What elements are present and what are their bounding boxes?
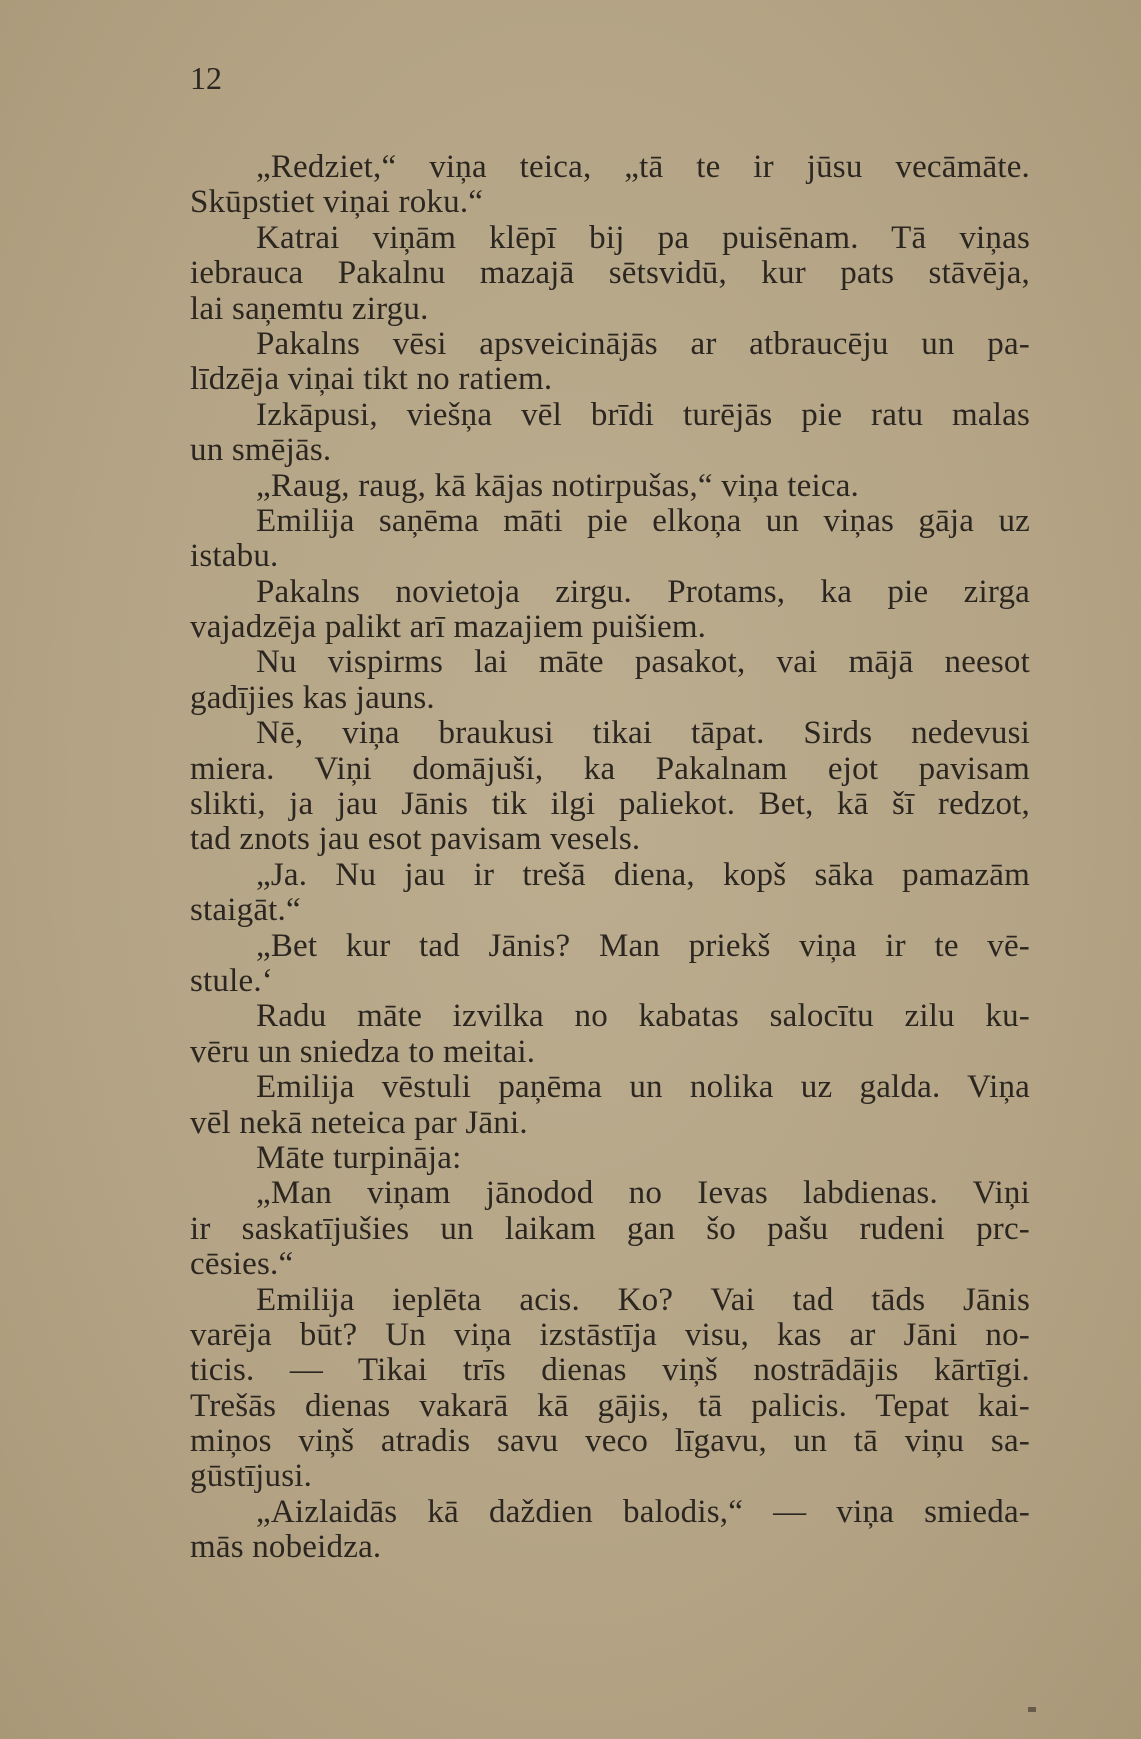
text-line: lai saņemtu zirgu. <box>190 290 429 327</box>
text-line: Nē, viņa braukusi tikai tāpat. Sirds nedevusi <box>256 715 1030 752</box>
text-line: miņos viņš atradis savu veco līgavu, un tā viņu sa- <box>190 1423 1030 1460</box>
text-line: „Aizlaidās kā daždien balodis,“ — viņa smieda- <box>256 1493 1030 1530</box>
text-line: „Redziet,“ viņa teica, „tā te ir jūsu vecāmāte. <box>256 149 1030 185</box>
text-line: Skūpstiet viņai roku.“ <box>190 184 484 221</box>
text-line: mās nobeidza. <box>190 1529 382 1566</box>
text-line: Trešās dienas vakarā kā gājis, tā palicis. Tepat kai- <box>190 1387 1030 1424</box>
text-line: gadījies kas jauns. <box>190 679 435 716</box>
text-line: Katrai viņām klēpī bij pa puisēnam. Tā viņas <box>256 219 1030 256</box>
text-line: miera. Viņi domājuši, ka Pakalnam ejot pavisam <box>190 750 1030 787</box>
text-line: ir saskatījušies un laikam gan šo pašu rudeni prc- <box>190 1210 1030 1247</box>
text-line: vēru un sniedza to meitai. <box>190 1033 536 1070</box>
print-speck <box>1028 1707 1036 1712</box>
text-line: vajadzēja palikt arī mazajiem puišiem. <box>190 609 707 646</box>
text-line: „Raug, raug, kā kājas notirpušas,“ viņa teica. <box>256 467 859 504</box>
page-number: 12 <box>190 60 222 96</box>
text-line: Emilija vēstuli paņēma un nolika uz galda. Viņa <box>256 1069 1030 1106</box>
body-text <box>190 150 1030 1566</box>
text-line: Pakalns novietoja zirgu. Protams, ka pie zirga <box>256 573 1030 610</box>
text-line: slikti, ja jau Jānis tik ilgi paliekot. Bet, kā šī redzot, <box>190 786 1030 823</box>
text-line: vēl nekā neteica par Jāni. <box>190 1104 528 1141</box>
text-line: Emilija ieplēta acis. Ko? Vai tad tāds Jānis <box>256 1281 1030 1318</box>
text-line: „Bet kur tad Jānis? Man priekš viņa ir te vē- <box>256 927 1030 964</box>
text-line: iebrauca Pakalnu mazajā sētsvidū, kur pats stāvēja, <box>190 255 1030 292</box>
text-line: Emilija saņēma māti pie elkoņa un viņas gāja uz <box>256 502 1030 539</box>
text-line: Pakalns vēsi apsveicinājās ar atbraucēju un pa- <box>256 325 1030 362</box>
text-line: gūstījusi. <box>190 1458 313 1495</box>
text-line: „Ja. Nu jau ir trešā diena, kopš sāka pamazām <box>256 856 1030 893</box>
text-line: „Man viņam jānodod no Ievas labdienas. Viņi <box>256 1175 1030 1212</box>
text-line: Radu māte izvilka no kabatas salocītu zilu ku- <box>256 998 1030 1035</box>
text-line: cēsies.“ <box>190 1246 294 1283</box>
text-line: varēja būt? Un viņa izstāstīja visu, kas ar Jāni no- <box>190 1316 1030 1353</box>
text-line: istabu. <box>190 538 279 575</box>
text-line: ticis. — Tikai trīs dienas viņš nostrādājis kārtīgi. <box>190 1352 1030 1389</box>
text-line: Māte turpināja: <box>256 1139 462 1176</box>
text-line: staigāt.“ <box>190 892 301 929</box>
text-line: Nu vispirms lai māte pasakot, vai mājā neesot <box>256 644 1030 681</box>
text-line: līdzēja viņai tikt no ratiem. <box>190 361 553 398</box>
text-line: Izkāpusi, viešņa vēl brīdi turējās pie ratu malas <box>256 396 1030 433</box>
text-line: stule.‘ <box>190 962 273 999</box>
text-line: un smējās. <box>190 432 332 469</box>
text-line: tad znots jau esot pavisam vesels. <box>190 821 641 858</box>
